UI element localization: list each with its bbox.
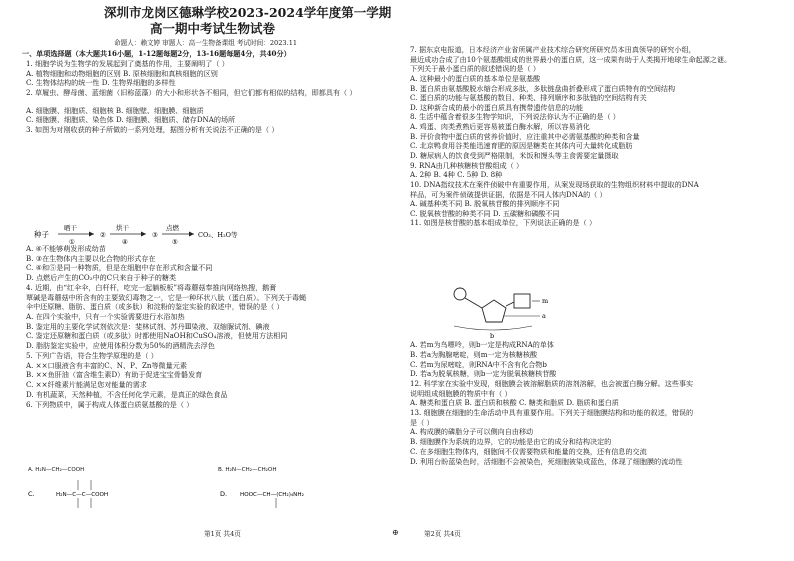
- left-line: A. ④不能够萌发形成幼苗: [26, 244, 106, 253]
- label-m: m: [542, 297, 549, 305]
- left-line: 6. 下列物质中，属于构成人体蛋白质氨基酸的是（ ）: [26, 400, 194, 409]
- right-line: A. 2种 B. 4种 C. 5种 D. 8种: [410, 170, 503, 179]
- left-line: 2. 草履虫、酵母菌、蓝细菌（旧称蓝藻）的大小和形状各不相同，但它们都有相似的结构，即都具有（ ）: [26, 88, 357, 97]
- gas-label: CO₂、H₂O等: [198, 231, 238, 239]
- left-line: A. 在四个实验中，只有一个实验需要进行水浴加热: [26, 312, 185, 321]
- left-line: C. ××纤维素片能满足您对能量的需求: [26, 380, 147, 389]
- arrow-head-bake: [141, 232, 146, 237]
- num-5: ⑤: [172, 238, 178, 246]
- bond-phosphate-sugar: [465, 298, 482, 308]
- num-1: ①: [69, 238, 75, 246]
- amino-c-formula: H₂N—C—C—COOH: [56, 492, 109, 498]
- num-2: ②: [100, 231, 106, 239]
- right-line: 10. DNA指纹技术在案件侦破中有重要作用，从案发现场获取的生物组织材料中提取的DNA: [410, 180, 699, 189]
- left-line: A. 植物细胞和动物细胞的区别 B. 原核细胞和真核细胞的区别: [26, 69, 218, 78]
- phosphate-circle: [454, 288, 466, 300]
- right-line: A. 这种最小的蛋白质的基本单位是氨基酸: [410, 74, 541, 83]
- amino-structures: [26, 474, 406, 514]
- right-line: 是（ ）: [410, 418, 434, 427]
- bond-sugar-base: [506, 302, 514, 306]
- base-square: [514, 294, 530, 308]
- right-line: C. 在多细胞生物体内，细胞间不仅需要物质和能量的交换，还有信息的交流: [410, 447, 647, 456]
- left-line: B. 鉴定用的主要化学试剂依次是：斐林试剂、苏丹Ⅲ染液、双缩脲试剂、碘液: [26, 322, 270, 331]
- right-line: D. 糖尿病人的饮食受到严格限制，米饭和馒头等主食需要定量摄取: [410, 151, 619, 160]
- right-line: C. 北京鸭食用谷类能迅速育肥的原因是糖类在其体内可大量转化成脂肪: [410, 141, 633, 150]
- amino-d-formula: HOOC—CH—(CH₂)₄NH₂: [240, 492, 304, 498]
- right-line: 12. 科学家在实验中发现，细胞膜会被溶解脂质的溶剂溶解，也会被蛋白酶分解。这些事实: [410, 379, 694, 388]
- left-line: 1. 细胞学说为生物学的发展起到了奠基的作用，主要阐明了（ ）: [26, 59, 229, 68]
- right-line: B. 细胞膜作为系统的边界，它的功能是由它的成分和结构决定的: [410, 437, 612, 446]
- left-line: 一、单项选择题（本大题共16小题，1-12题每题2分，13-16题每题4分，共40分）: [22, 49, 291, 58]
- right-line: 下列关于最小蛋白质的叙述错误的是（ ）: [410, 64, 540, 73]
- left-line: A. 细胞膜、细胞质、细胞核 B. 细胞壁、细胞膜、细胞质: [26, 106, 204, 115]
- right-line: B. 若a为胸腺嘧啶，则m一定为核糖核酸: [410, 350, 538, 359]
- label-a: a: [542, 312, 546, 320]
- left-line: C. 生物体结构的统一性 D. 生物界细胞的多样性: [26, 78, 176, 87]
- left-line: 伞中还原糖、脂肪、蛋白质（或多肽）和淀粉的鉴定实验的叙述中，错误的是（ ）: [26, 302, 284, 311]
- left-line: 4. 近期，由“红伞伞，白杆杆，吃完一起躺板板”将毒蘑菇奉推向网络热搜，鹅膏: [26, 283, 277, 292]
- left-line: B. ③在生物体内主要以化合物的形式存在: [26, 254, 156, 263]
- right-page: [408, 0, 780, 561]
- arrow-head-dry: [89, 232, 94, 237]
- left-line: C. 鉴定还原糖和蛋白质（或多肽）时都使用NaOH和CuSO₄溶液，但使用方法相同: [26, 331, 288, 340]
- right-line: 最近成功合成了由10个氨基酸组成的世界最小的蛋白质，这一成果有助于人类揭开地球生命起源之谜。: [410, 55, 732, 64]
- amino-d-label: D.: [220, 490, 228, 498]
- brace-b: [454, 326, 532, 330]
- exam-meta: 命题人：赖文婷 审题人：高一生物备课组 考试时间：2023.11: [114, 39, 298, 47]
- right-line: 7. 据东京电报道，日本经济产业省所属产业技术综合研究所研究员本田真领导的研究小组，: [410, 45, 696, 54]
- right-line: A. 糖类和蛋白质 B. 蛋白质和核酸 C. 糖类和脂质 D. 脂质和蛋白质: [410, 398, 619, 407]
- right-line: D. 利用台盼蓝染色时，活细胞不会被染色，死细胞被染成蓝色，体现了细胞膜的流动性: [410, 457, 683, 466]
- right-line: B. 蛋白质由氨基酸脱水缩合形成多肽，多肽链盘曲折叠形成了蛋白质特有的空间结构: [410, 84, 676, 93]
- amino-option-a: A. H₂N—CH₂—COOH: [28, 467, 85, 473]
- right-line: 说明组成细胞膜的物质中有（ ）: [410, 389, 512, 398]
- right-line: D. 这种新合成的最小的蛋白质具有携带遗传信息的功能: [410, 103, 584, 112]
- ignite-label: 点燃: [166, 224, 179, 232]
- page-number-right: 第2页 共4页: [424, 530, 461, 538]
- right-line: 11. 如图是核苷酸的基本组成单位，下列说法正确的是（ ）: [410, 218, 597, 227]
- left-line: 5. 下列广告语，符合生物学原理的是（ ）: [26, 351, 158, 360]
- num-3: ③: [152, 231, 158, 239]
- binding-mark: ⊕: [392, 528, 399, 537]
- page-number-left: 第1页 共4页: [204, 530, 241, 538]
- label-b: b: [490, 332, 495, 340]
- amino-option-b: B. H₂N—CH₂—CH₂OH: [218, 467, 277, 473]
- nucleotide-diagram: [448, 284, 558, 340]
- left-line: D. 点燃后产生的CO₂中的C只来自于种子的糖类: [26, 273, 177, 282]
- exam-title: 深圳市龙岗区德琳学校2023-2024学年度第一学期: [104, 5, 392, 20]
- seed-process-diagram: [34, 220, 264, 246]
- right-line: A. 碱基种类不同 B. 脱氧核苷酸的排列顺序不同: [410, 199, 560, 208]
- arrow-head-ignite: [189, 232, 194, 237]
- left-line: B. ××鱼肝油（富含维生素D）有助于促进宝宝骨骼发育: [26, 370, 203, 379]
- left-line: D. 脂肪鉴定实验中，应使用体积分数为50%的酒精洗去浮色: [26, 341, 215, 350]
- left-page: [22, 0, 404, 561]
- right-line: C. 脱氧核苷酸的种类不同 D. 五碳糖和磷酸不同: [410, 209, 560, 218]
- right-line: C. 蛋白质的功能与氨基酸的数目、种类、排列顺序和多肽链的空间结构有关: [410, 93, 647, 102]
- right-line: D. 若a为脱氧核糖，则b一定为脱氧核糖核苷酸: [410, 369, 557, 378]
- right-line: A. 构成膜的磷脂分子可以侧向自由移动: [410, 427, 534, 436]
- right-line: 8. 生活中蕴含着很多生物学知识，下列说法你认为不正确的是（ ）: [410, 112, 620, 121]
- right-line: 13. 细胞膜在细胞的生命活动中具有重要作用。下列关于细胞膜结构和功能的叙述，错误的: [410, 408, 694, 417]
- left-line: 3. 如图为对刚收获的种子所做的一系列处理，据图分析有关说法不正确的是（ ）: [26, 125, 279, 134]
- dry-label: 晒干: [64, 224, 77, 232]
- right-line: C. 若m为尿嘧啶，则RNA中不含有化合物b: [410, 360, 547, 369]
- left-line: C. 细胞膜、细胞质、染色体 D. 细胞膜、细胞质、储存DNA的场所: [26, 115, 236, 124]
- amino-c-label: C.: [28, 490, 35, 498]
- left-line: 覃碱是毒蘑菇中所含有的主要致幻毒物之一，它是一种环状八肽（蛋白质）。下列关于毒蝇: [26, 293, 307, 302]
- right-line: B. 评价食物中蛋白质的营养价值时，应注重其中必需氨基酸的种类和含量: [410, 132, 640, 141]
- exam-subtitle: 高一期中考试生物试卷: [150, 21, 276, 36]
- right-line: A. 若m为鸟嘌呤，则b一定是构成RNA的单体: [410, 340, 554, 349]
- left-line: A. ××口服液含有丰富的C、N、P、Zn等微量元素: [26, 361, 187, 370]
- right-line: 样品，可为案件侦破提供证据，依据是不同人体内DNA的（ ）: [410, 190, 607, 199]
- num-4: ④: [122, 238, 128, 246]
- sugar-pentagon: [482, 300, 506, 322]
- left-line: D. 有机蔬菜，天然种植，不含任何化学元素，是真正的绿色食品: [26, 390, 228, 399]
- bake-label: 烘干: [116, 224, 129, 232]
- seed-label: 种子: [34, 230, 49, 239]
- right-line: 9. RNA由几种核糖核苷酸组成（ ）: [410, 161, 524, 170]
- left-line: C. ④和⑤是同一种物质，但是在细胞中存在形式和含量不同: [26, 263, 213, 272]
- right-line: A. 鸡蛋、肉类煮熟后更容易被蛋白酶水解，所以容易消化: [410, 122, 590, 131]
